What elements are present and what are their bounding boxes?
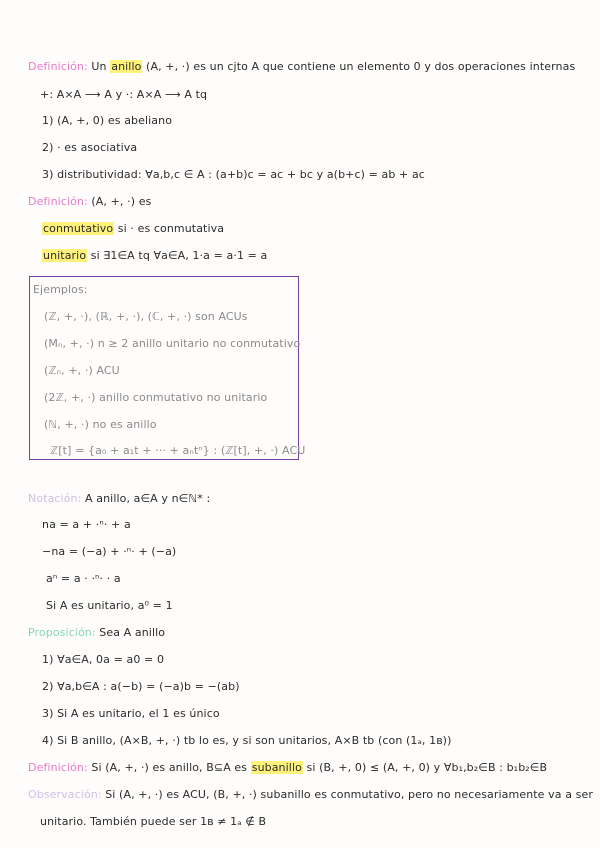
operations-line: +: A×A ⟶ A y ·: A×A ⟶ A tq [40,88,208,101]
notation-item: −na = (−a) + ·ⁿ· + (−a) [42,545,177,558]
proposition-line [28,626,165,640]
proposition-item: 3) Si A es unitario, el 1 es único [42,707,220,720]
definition-label: Definición: [28,60,88,73]
term-anillo: anillo [111,60,142,73]
proposition-item: 2) ∀a,b∈A : a(−b) = (−a)b = −(ab) [42,680,240,693]
definition-text: (A, +, ·) es un cjto A que contiene un elemento 0 y dos operaciones internas [142,60,576,73]
notation-item: na = a + ·ⁿ· + a [42,518,131,531]
term-conmutativo: conmutativo [43,222,114,235]
example-item: ℤ[t] = {a₀ + a₁t + ··· + aₙtⁿ} : (ℤ[t], +, ·) ACU [50,444,306,457]
definition-text: (A, +, ·) es [87,195,152,208]
unitario-line [42,249,267,263]
observation-label: Observación: [28,788,102,801]
proposition-item: 4) Si B anillo, (A×B, +, ·) tb lo es, y si son unitarios, A×B tb (con (1ₐ, 1ʙ)) [42,734,452,747]
conmutativo-text: si · es conmutativa [114,222,225,235]
unitario-text: si ∃1∈A tq ∀a∈A, 1·a = a·1 = a [87,249,268,262]
example-item: (ℕ, +, ·) no es anillo [44,418,157,431]
notation-item: Si A es unitario, a⁰ = 1 [46,599,173,612]
observation-text: Si (A, +, ·) es ACU, (B, +, ·) subanillo es conmutativo, pero no necesariamente va a ser [101,788,593,801]
definition-label: Definición: [28,195,88,208]
conmutativo-line [42,222,224,236]
definition-anillo [28,60,575,74]
notation-line [28,492,210,506]
examples-title: Ejemplos: [33,283,88,296]
definition-pre: Si (A, +, ·) es anillo, B⊆A es [87,761,251,774]
notation-item: aⁿ = a · ·ⁿ· · a [46,572,121,585]
example-item: (ℤ, +, ·), (ℝ, +, ·), (ℂ, +, ·) son ACUs [44,310,248,323]
axiom-1: 1) (A, +, 0) es abeliano [42,114,173,127]
axiom-3: 3) distributividad: ∀a,b,c ∈ A : (a+b)c = ac + bc y a(b+c) = ab + ac [42,168,425,181]
example-item: (ℤₙ, +, ·) ACU [44,364,120,377]
notation-label: Notación: [28,492,82,505]
proposition-item: 1) ∀a∈A, 0a = a0 = 0 [42,653,165,666]
definition-pre: Un [87,60,111,73]
proposition-label: Proposición: [28,626,96,639]
proposition-text: Sea A anillo [95,626,166,639]
term-subanillo: subanillo [251,761,302,774]
definition-label: Definición: [28,761,88,774]
axiom-2: 2) · es asociativa [42,141,138,154]
definition-subanillo [28,761,547,775]
notation-text: A anillo, a∈A y n∈ℕ* : [81,492,211,505]
term-unitario: unitario [43,249,87,262]
example-item: (Mₙ, +, ·) n ≥ 2 anillo unitario no conmutativo [44,337,301,350]
observation-line-2: unitario. También puede ser 1ʙ ≠ 1ₐ ∉ B [40,815,267,828]
observation-line [28,788,593,802]
example-item: (2ℤ, +, ·) anillo conmutativo no unitario [44,391,268,404]
definition-conmutativo-unitario [28,195,151,209]
definition-text: si (B, +, 0) ≤ (A, +, 0) y ∀b₁,b₂∈B : b₁b₂∈B [302,761,548,774]
